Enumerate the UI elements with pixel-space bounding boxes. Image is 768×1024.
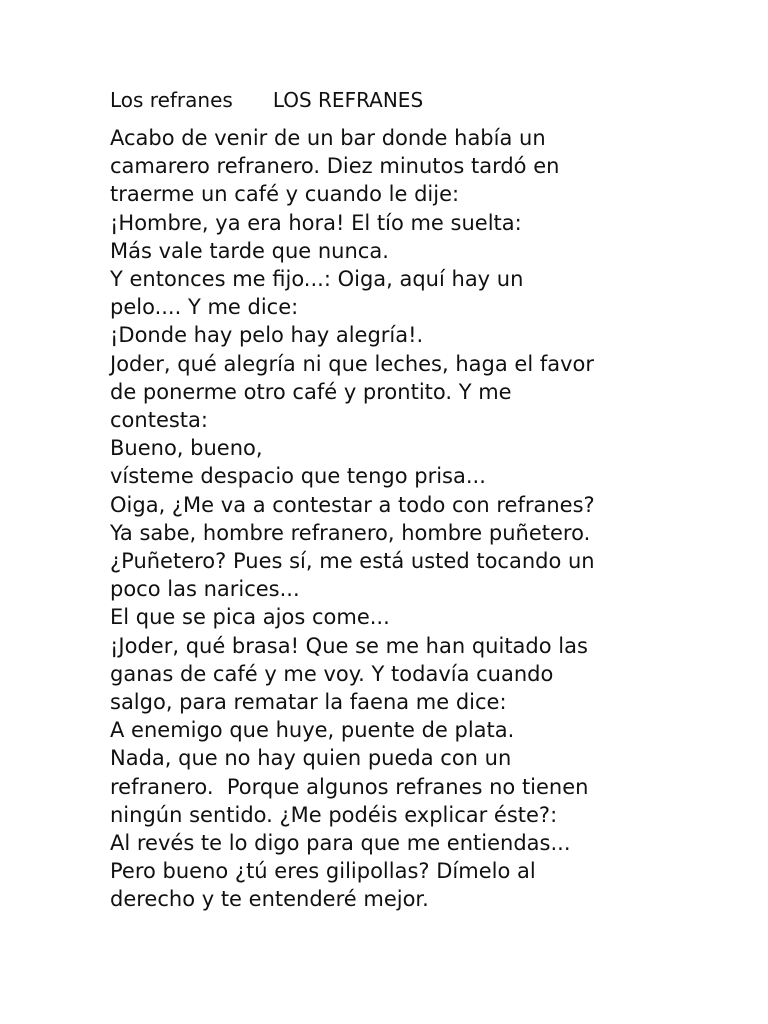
text-line: ¿Puñetero? Pues sí, me está usted tocando un: [110, 549, 595, 574]
text-line: vísteme despacio que tengo prisa...: [110, 464, 486, 489]
text-line: ¡Joder, qué brasa! Que se me han quitado las: [110, 633, 588, 658]
text-line: Acabo de venir de un bar donde había un: [110, 126, 546, 150]
text-line: El que se pica ajos come...: [110, 605, 390, 630]
text-line: ¡Donde hay pelo hay alegría!.: [110, 323, 424, 348]
text-line: Nada, que no hay quien pueda con un: [110, 746, 512, 771]
text-line: Ya sabe, hombre refranero, hombre puñetero.: [110, 520, 591, 545]
text-line: ¡Hombre, ya era hora! El tío me suelta:: [110, 210, 522, 235]
text-line: salgo, para rematar la faena me dice:: [110, 690, 507, 715]
text-line: A enemigo que huye, puente de plata.: [110, 718, 515, 743]
text-line: Y entonces me fijo...: Oiga, aquí hay un: [110, 267, 524, 292]
text-line: poco las narices...: [110, 577, 300, 602]
header-title: Los refranes: [110, 88, 233, 112]
text-line: Más vale tarde que nunca.: [110, 238, 389, 263]
text-line: Al revés te lo digo para que me entiendas...: [110, 831, 571, 856]
document-header: [110, 86, 423, 114]
text-line: refranero. Porque algunos refranes no tienen: [110, 774, 589, 799]
text-line: Bueno, bueno,: [110, 436, 263, 461]
text-line: Pero bueno ¿tú eres gilipollas? Dímelo al: [110, 859, 536, 884]
text-line: traerme un café y cuando le dije:: [110, 182, 460, 207]
header-title-uppercase: LOS REFRANES: [272, 88, 424, 112]
text-line: contesta:: [110, 408, 208, 433]
text-line: Oiga, ¿Me va a contestar a todo con refranes?: [110, 492, 595, 517]
text-line: derecho y te entenderé mejor.: [110, 887, 429, 912]
text-line: pelo.... Y me dice:: [110, 295, 299, 320]
text-line: ganas de café y me voy. Y todavía cuando: [110, 661, 554, 686]
text-line: camarero refranero. Diez minutos tardó en: [110, 154, 560, 179]
text-line: ningún sentido. ¿Me podéis explicar éste?:: [110, 802, 558, 827]
text-line: de ponerme otro café y prontito. Y me: [110, 379, 512, 404]
document-body: [110, 124, 750, 914]
text-line: Joder, qué alegría ni que leches, haga el favor: [110, 351, 595, 376]
